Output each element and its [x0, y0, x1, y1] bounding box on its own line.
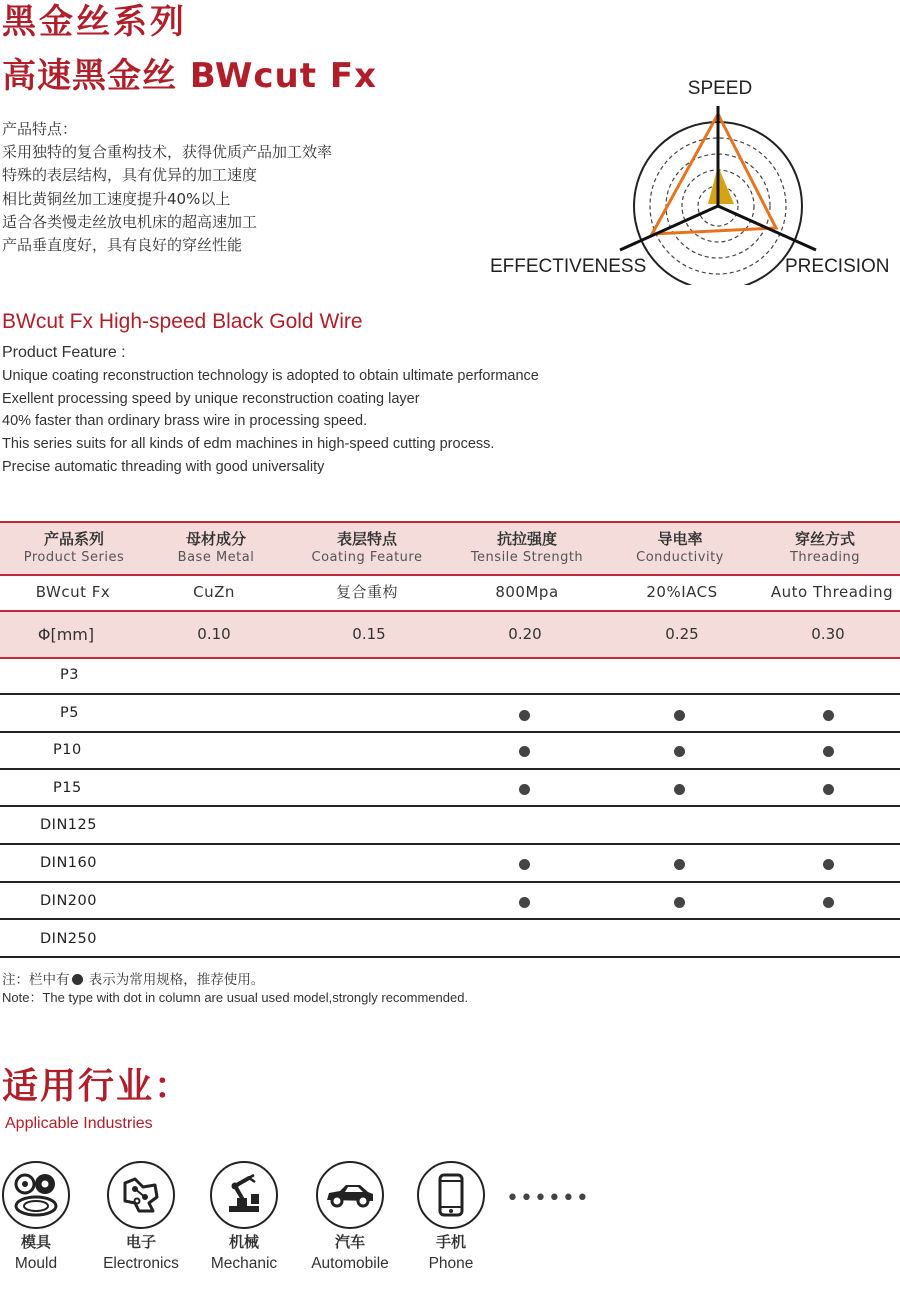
industries-subtitle: Applicable Industries [5, 1115, 153, 1132]
recommended-dot [519, 710, 530, 721]
industry-mechanic [189, 1161, 299, 1275]
header-cn: 母材成分 [185, 530, 246, 548]
spec-base-metal: CuZn [193, 583, 235, 601]
size-label: P10 [53, 742, 82, 758]
more-dots: •••••• [506, 1186, 590, 1211]
recommended-dot [823, 859, 834, 870]
circuit-board-icon [107, 1161, 175, 1229]
spec-threading: Auto Threading [770, 583, 894, 601]
spec-conductivity: 20%IACS [646, 583, 718, 601]
radar-label-speed: SPEED [687, 78, 753, 99]
note-cn-after: 表示为常用规格，推荐使用。 [84, 972, 265, 988]
table-row [0, 659, 900, 695]
header-cn: 产品系列 [43, 530, 104, 548]
features-cn-item: 产品垂直度好，具有良好的穿丝性能 [2, 236, 243, 255]
diameter-row [0, 610, 900, 659]
recommended-dot [519, 746, 530, 757]
recommended-dot [823, 784, 834, 795]
recommended-dot [519, 897, 530, 908]
recommended-dot [823, 897, 834, 908]
radar-label-effectiveness: EFFECTIVENESS [490, 256, 647, 277]
table-row [0, 807, 900, 845]
diameter-value: 0.10 [197, 625, 231, 643]
header-conductivity [612, 529, 748, 567]
note-en: Note：The type with dot in column are usual used model,strongly recommended. [2, 990, 469, 1005]
size-label: DIN125 [40, 817, 97, 833]
recommended-dot [674, 746, 685, 757]
diameter-label: Φ[mm] [37, 625, 95, 644]
spec-product: BWcut Fx [35, 583, 111, 601]
radar-inner-area [708, 166, 734, 204]
industry-en: Mould [14, 1255, 58, 1272]
features-en-item: Precise automatic threading with good universality [2, 458, 325, 475]
series-title: 黑金丝系列 [2, 2, 187, 42]
spec-row [0, 574, 900, 610]
recommended-dot [674, 784, 685, 795]
industry-en: Mechanic [210, 1255, 278, 1272]
size-label: P15 [53, 780, 82, 796]
industry-en: Electronics [103, 1255, 179, 1272]
features-cn-item: 适合各类慢走丝放电机床的超高速加工 [2, 212, 258, 231]
industry-phone [396, 1161, 506, 1275]
header-en: Tensile Strength [470, 550, 584, 565]
features-en-item: 40% faster than ordinary brass wire in processing speed. [2, 413, 368, 430]
industry-electronics [86, 1161, 196, 1275]
header-en: Product Series [23, 550, 125, 565]
header-cn: 抗拉强度 [496, 530, 557, 548]
recommended-dot [674, 710, 685, 721]
features-cn-item: 特殊的表层结构，具有优异的加工速度 [2, 166, 258, 185]
product-title: 高速黑金丝 BWcut Fx [2, 56, 378, 96]
features-en-heading: Product Feature : [2, 344, 126, 361]
header-tensile-strength [452, 529, 602, 567]
industry-cn: 汽车 [334, 1233, 365, 1251]
features-en-item: Unique coating reconstruction technology is adopted to obtain ultimate performance [2, 368, 539, 384]
diameter-value: 0.25 [665, 625, 699, 643]
features-cn-item: 相比黄铜丝加工速度提升40%以上 [2, 189, 231, 208]
header-cn: 穿丝方式 [794, 530, 855, 548]
recommended-dot [823, 710, 834, 721]
diameter-value: 0.30 [811, 625, 845, 643]
spec-tensile: 800Mpa [495, 583, 559, 601]
size-label: DIN160 [40, 855, 97, 871]
recommended-dot [674, 897, 685, 908]
header-en: Conductivity [636, 550, 724, 565]
table-row [0, 920, 900, 958]
size-label: P5 [60, 705, 79, 721]
industry-mould [0, 1161, 91, 1275]
features-cn [2, 118, 332, 257]
recommended-dot [823, 746, 834, 757]
recommended-dot [674, 859, 685, 870]
header-product-series [0, 529, 148, 567]
header-en: Threading [789, 550, 861, 565]
diameter-value: 0.20 [508, 625, 542, 643]
industry-en: Phone [428, 1255, 474, 1272]
industry-en: Automobile [311, 1255, 389, 1272]
size-label: DIN200 [40, 893, 97, 909]
note-cn-before: 注：栏中有 [2, 972, 70, 988]
spec-coating: 复合重构 [335, 583, 398, 601]
diameter-value: 0.15 [352, 625, 386, 643]
table-row [0, 770, 900, 807]
table-row [0, 845, 900, 883]
table-header-row [0, 521, 900, 576]
table-row [0, 883, 900, 920]
features-en-title: BWcut Fx High-speed Black Gold Wire [2, 310, 363, 333]
phone-icon [417, 1161, 485, 1229]
recommended-dot [519, 784, 530, 795]
gear-mould-icon [2, 1161, 70, 1229]
dot-icon [72, 974, 83, 985]
features-en-item: This series suits for all kinds of edm machines in high-speed cutting process. [2, 436, 495, 453]
size-label: P3 [60, 667, 79, 683]
features-cn-item: 采用独特的复合重构技术，获得优质产品加工效率 [2, 143, 333, 162]
table-row [0, 733, 900, 770]
note-cn [2, 970, 264, 990]
header-threading [760, 529, 890, 567]
industry-cn: 手机 [435, 1233, 466, 1251]
header-coating-feature [296, 529, 438, 567]
table-row [0, 695, 900, 733]
header-en: Base Metal [177, 550, 255, 565]
header-cn: 导电率 [657, 530, 703, 548]
radar-label-precision: PRECISION [785, 256, 890, 277]
features-cn-heading: 产品特点： [2, 120, 78, 138]
robot-arm-icon [210, 1161, 278, 1229]
industry-cn: 模具 [20, 1233, 51, 1251]
size-label: DIN250 [40, 931, 97, 947]
features-en [2, 342, 539, 479]
industry-cn: 机械 [228, 1233, 259, 1251]
industry-cn: 电子 [125, 1233, 156, 1251]
recommended-dot [519, 859, 530, 870]
features-en-item: Exellent processing speed by unique reconstruction coating layer [2, 390, 420, 407]
header-cn: 表层特点 [336, 530, 397, 548]
industries-title: 适用行业： [2, 1066, 193, 1107]
header-base-metal [146, 529, 286, 567]
performance-radar-diagram [480, 70, 900, 285]
industry-automobile [295, 1161, 405, 1275]
header-en: Coating Feature [311, 550, 423, 565]
car-icon [316, 1161, 384, 1229]
